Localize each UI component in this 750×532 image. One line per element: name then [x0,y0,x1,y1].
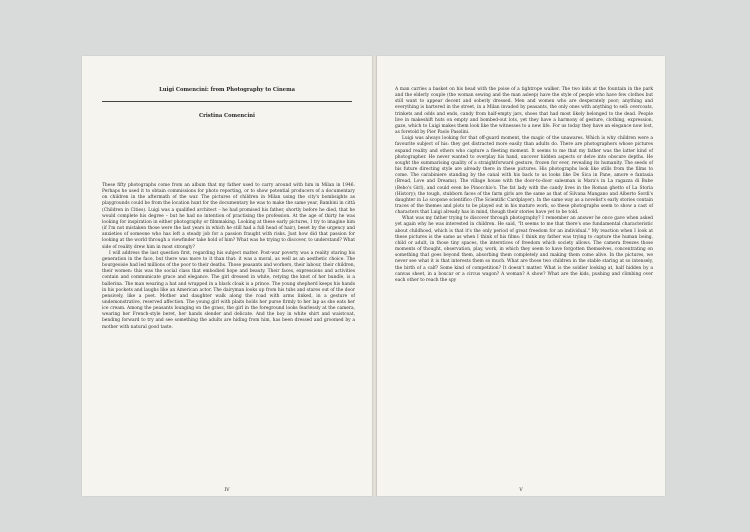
paragraph: What was my father trying to discover through photography? I remember an answer he once gave when asked yet again why he was interested in children. He said, "It seems to me that there's one fundamental characteristic about childhood, which is that it's the only period of great freedom for an individual." My reaction when I look at these pictures is the same as when I think of his films: I think my father was trying to capture the human being, child or adult, in those tiny spaces, the interstices of freedom which society allows. The camera freezes those moments of thought, observation, play, work, in which they seem to have forgotten themselves, concentrating on something that goes beyond them, absorbing them completely and making them come alive. In the pictures, we never see what it is that interests them so much. What are those two children in the stable staring at so intensely, the birth of a calf? Some kind of competition? It doesn't matter. What is the soldier looking at, half hidden by a canvas sheet, in a boxcar or a circus wagon? A woman? A show? What are the kids, pushing and climbing over each other to reach the spy [395,216,653,283]
chapter-title: Luigi Comencini: from Photography to Cinema [159,87,295,93]
title-rule [102,101,352,102]
paragraph: These fifty photographs come from an album that my father used to carry around with him in Milan in 1946. Perhaps he used it to obtain commissions for photo reporting, or to show potential producers of a documentary on children in the aftermath of the war. The pictures of children in Milan using the city's bombsights as playgrounds could be from the location hunt for the documentary he was to make the same year, Bambini in città (Children in Cities). Luigi was a qualified architect – he had promised his father, shortly before he died, that he would complete his degree – but he had no intention of practising the profession. At the age of thirty he was looking for inspiration in either photography or filmmaking. Looking at these early pictures, I try to imagine him (if I'm not mistaken those were the last years in which he still had a full head of hair), beset by the urgency and anxieties of someone who has left a steady job for a passion fraught with risks. Just how did that passion for looking at the world through a viewfinder take hold of him? What was he trying to discover, to understand? What side of reality drew him in most strongly? [102,183,355,250]
right-body-text [395,87,653,284]
left-page [82,56,372,496]
paragraph: I will address the last question first, regarding his subject matter. Post-war poverty was a reality staring his generation in the face, but there was more to it than that: it was a moral, as well as an aesthetic choice. The bourgeoisie had led millions of the poor to their deaths. Those peasants and workers, their labour, their children, their women: this was the social class that embodied hope and beauty. Their faces, expressions and activities contain and communicate grace and elegance. The girl dressed in white, retying the knot of her bundle, is a ballerina. The man wearing a hat and wrapped in a black cloak is a prince. The young shepherd keeps his hands in his pockets and laughs like an American actor. The dairyman looks up from his tubs and stares out of the door pensively, like a poet. Mother and daughter walk along the road with arms linked, in a gesture of undemonstrative, reserved affection. The young girl with plaits holds her purse firmly to her lap as she eats her ice cream. Among the peasants lounging on the grass, the girl in the foreground looks fearlessly at the camera, wearing her French-style beret, her hands slender and delicate. And the boy in white shirt and waistcoat, bending forward to try and see something the adults are hiding from him, has been dressed and groomed by a mother with natural good taste. [102,250,355,330]
author-name: Cristina Comencini [198,113,256,119]
page-number: V [519,488,523,493]
right-page [377,56,665,496]
paragraph: Luigi was always looking for that off-guard moment, the magic of the unawares. Which is why children were a favourite subject of his: they get distracted more easily than adults do. There are photographers whose pictures expand reality and others who capture a fleeting moment. It seems to me that my father was the latter kind of photographer. He never wanted to overplay his hand, uncover hidden aspects or delve into obscure depths. He sought the summarising quality of a straightforward gesture, frozen for ever, revealing its humanity. The seeds of his future directing style are already there in these pictures. His photographs look like stills from the films to come. The carabiniere standing by the canal with his back to us looks like De Sica in Pane, amore e fantasia (Bread, Love and Dreams). The village house with the door-to-door salesman is Mara's in La ragazza di Bube (Bebo's Girl), and could even be Pinocchio's. The fat lady with the candy lives in the Roman ghetto of La Storia (History); the tough, stubborn faces of the farm girls are the same as that of Silvana Mangano and Alberto Sordi's daughter in Lo scopone scientifico (The Scientific Cardplayer). In the same way as a novelist's early stories contain traces of the themes and plots to be played out in his mature work, so these photographs seem to show a cast of characters that Luigi already has in mind, though their stories have yet to be told. [395,136,653,216]
page-number: IV [224,488,230,493]
paragraph: A man carries a basket on his head with the poise of a tightrope walker. The two kids at the fountain in the park and the elderly couple (the woman sewing and the man asleep) have the style of people who have few clothes but still want to appear decent and soberly dressed. Men and women who are desperately poor; anything and everything is bartered in the street, in a Milan invaded by peasants, the only ones with anything to sell: overcoats, trinkets and odds and ends, candy from half-empty jars, shoes that had most likely belonged to the dead. People live in makeshift huts on empty and bombed-out lots, yet they have a harmony of gesture, clothing, expression, gaze, which to Luigi makes them look like the witnesses to a new life. For us today they have an elegance now lost, as foretold by Pier Paolo Pasolini. [395,87,653,136]
left-body-text [102,183,355,331]
